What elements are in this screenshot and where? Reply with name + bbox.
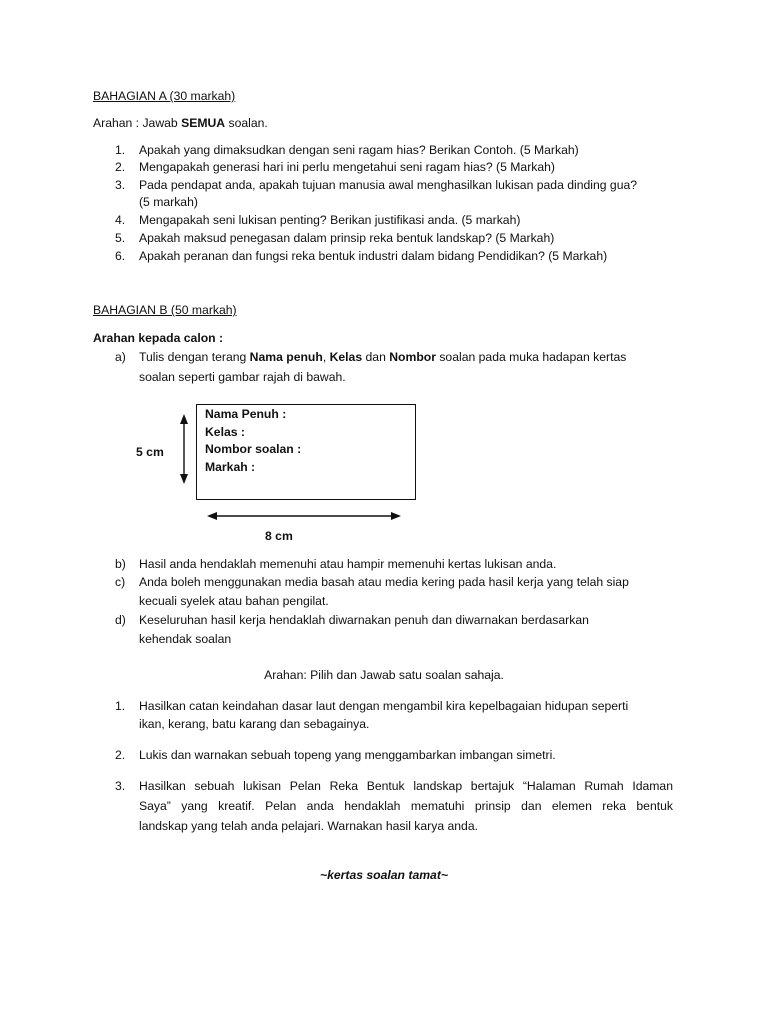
width-arrow-head-left xyxy=(207,512,217,520)
label-field-class: Kelas : xyxy=(205,424,245,439)
item-a-bold-name: Nama penuh xyxy=(249,350,323,364)
item-label: d) xyxy=(115,613,126,627)
item-a-bold-class: Kelas xyxy=(329,350,363,364)
item-d-line2: kehendak soalan xyxy=(139,632,232,646)
item-c-line1: Anda boleh menggunakan media basah atau media kering pada hasil kerja yang telah siap xyxy=(139,575,629,589)
task-text-line2: ikan, kerang, batu karang dan sebagainya. xyxy=(139,717,370,731)
item-a-text: dan xyxy=(362,350,390,364)
item-a-bold-number: Nombor xyxy=(389,350,436,364)
task-number: 2. xyxy=(115,748,126,762)
height-label: 5 cm xyxy=(136,445,164,459)
candidate-instructions-heading: Arahan kepada calon : xyxy=(93,331,224,345)
question-text: Mengapakah seni lukisan penting? Berikan justifikasi anda. (5 markah) xyxy=(139,213,521,227)
question-number: 2. xyxy=(115,160,126,174)
section-b-heading: BAHAGIAN B (50 markah) xyxy=(93,303,237,317)
task-number: 1. xyxy=(115,699,126,713)
question-number: 4. xyxy=(115,213,126,227)
task-text-line1: Hasilkan catan keindahan dasar laut dengan mengambil kira kepelbagaian hidupan seperti xyxy=(139,699,629,713)
item-b-text: Hasil anda hendaklah memenuhi atau hampir memenuhi kertas lukisan anda. xyxy=(139,557,557,571)
task-number: 3. xyxy=(115,779,126,793)
question-text: Apakah yang dimaksudkan dengan seni ragam hias? Berikan Contoh. (5 Markah) xyxy=(139,143,579,157)
height-arrow-head-down xyxy=(180,474,188,484)
question-number: 3. xyxy=(115,178,126,192)
question-number: 6. xyxy=(115,249,126,263)
item-a-text: , xyxy=(322,350,330,364)
label-field-marks: Markah : xyxy=(205,459,256,474)
width-label: 8 cm xyxy=(265,529,293,543)
instruction-suffix: soalan. xyxy=(225,116,268,130)
width-arrow-head-right xyxy=(391,512,401,520)
instruction-prefix: Arahan : Jawab xyxy=(93,116,182,130)
height-arrow-head-up xyxy=(180,414,188,424)
question-number: 1. xyxy=(115,143,126,157)
task-text-line3: landskap yang telah anda pelajari. Warnakan hasil karya anda. xyxy=(139,819,478,833)
item-label: c) xyxy=(115,575,126,589)
instruction-bold: SEMUA xyxy=(181,116,226,130)
choose-one-instruction: Arahan: Pilih dan Jawab satu soalan sahaja. xyxy=(264,668,504,682)
item-c-line2: kecuali syelek atau bahan pengilat. xyxy=(139,594,329,608)
item-label: a) xyxy=(115,350,126,364)
item-a-text: Tulis dengan terang xyxy=(139,350,250,364)
label-field-name: Nama Penuh : xyxy=(205,407,287,421)
section-a-heading: BAHAGIAN A (30 markah) xyxy=(93,89,236,103)
item-label: b) xyxy=(115,557,126,571)
question-text: Apakah maksud penegasan dalam prinsip reka bentuk landskap? (5 Markah) xyxy=(139,231,555,245)
end-of-paper-note: ~kertas soalan tamat~ xyxy=(319,868,449,882)
item-a-text: soalan pada muka hadapan kertas xyxy=(435,350,627,364)
task-text-line2: Saya” yang kreatif. Pelan anda hendaklah mematuhi prinsip dan elemen reka bentuk xyxy=(139,799,673,813)
question-text: Apakah peranan dan fungsi reka bentuk industri dalam bidang Pendidikan? (5 Markah) xyxy=(139,249,608,263)
task-text-line1: Lukis dan warnakan sebuah topeng yang menggambarkan imbangan simetri. xyxy=(139,748,556,762)
item-d-line1: Keseluruhan hasil kerja hendaklah diwarnakan penuh dan diwarnakan berdasarkan xyxy=(139,613,589,627)
question-text-continued: (5 markah) xyxy=(139,195,198,209)
question-text: Mengapakah generasi hari ini perlu mengetahui seni ragam hias? (5 Markah) xyxy=(139,160,555,174)
question-text: Pada pendapat anda, apakah tujuan manusia awal menghasilkan lukisan pada dinding gua? xyxy=(139,178,638,192)
item-a-line2: soalan seperti gambar rajah di bawah. xyxy=(139,370,346,384)
question-number: 5. xyxy=(115,231,126,245)
label-field-question-number: Nombor soalan : xyxy=(205,442,302,456)
task-text-line1: Hasilkan sebuah lukisan Pelan Reka Bentuk landskap bertajuk “Halaman Rumah Idaman xyxy=(139,779,673,793)
